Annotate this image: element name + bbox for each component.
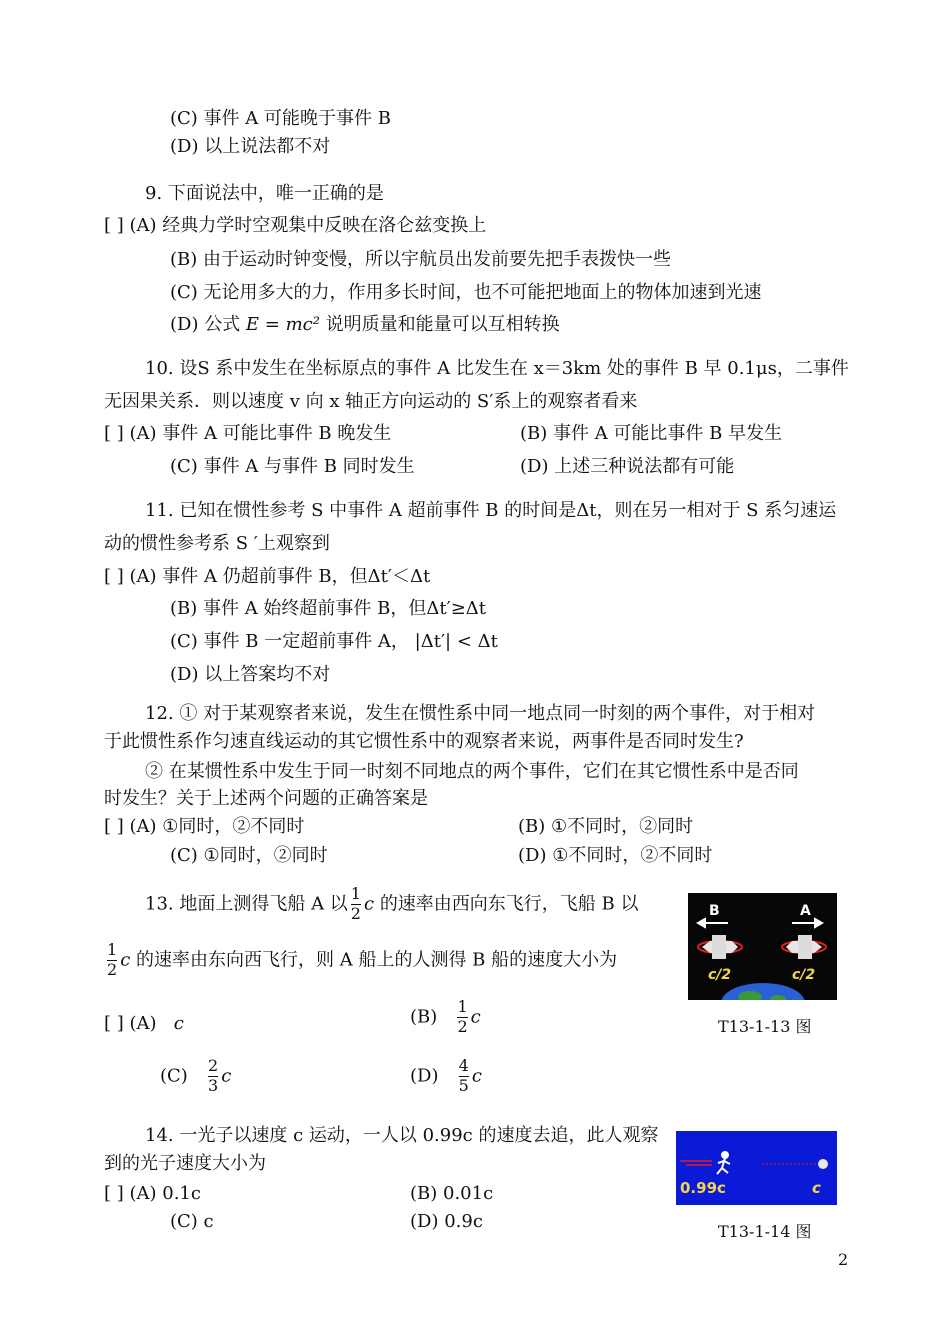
figure-caption-13: T13-1-13 图 (718, 1017, 812, 1036)
speed-label-person: 0.99c (680, 1179, 726, 1197)
q13-option-c: (C) $\frac{2}{3}$ c (160, 1056, 232, 1095)
q14-option-c: (C) c (170, 1211, 214, 1232)
q13-option-b: (B) $\frac{1}{2}$ c (410, 997, 481, 1036)
q10-stem-line2: 无因果关系．则以速度 v 向 x 轴正方向运动的 S′系上的观察者看来 (104, 391, 638, 412)
q14-option-a: [ ] (A) 0.1c (104, 1183, 201, 1204)
q13-stem-line2: $\frac{1}{2}$ c 的速率由东向西飞行，则 A 船上的人测得 B 船的速度大小为 (107, 940, 618, 979)
photon-chase-figure (676, 1131, 837, 1205)
q8-option-c: (C) 事件 A 可能晚于事件 B (170, 108, 391, 129)
speed-label-photon: c (812, 1179, 821, 1197)
q10-option-c: (C) 事件 A 与事件 B 同时发生 (170, 456, 415, 477)
q11-option-a: [ ] (A) 事件 A 仍超前事件 B，但Δt′＜Δt (104, 566, 431, 587)
q9-option-b: (B) 由于运动时钟变慢，所以宇航员出发前要先把手表拨快一些 (170, 249, 671, 270)
q12-stem-line2: 于此惯性系作匀速直线运动的其它惯性系中的观察者来说，两事件是否同时发生? (104, 731, 744, 752)
arrow-right-icon (792, 919, 822, 927)
q12-stem-line4: 时发生？关于上述两个问题的正确答案是 (104, 788, 428, 809)
q12-stem-line3: ② 在某惯性系中发生于同一时刻不同地点的两个事件，它们在其它惯性系中是否同 (145, 761, 799, 782)
fraction-one-half: $\frac{1}{2}$ (350, 884, 361, 923)
arrow-left-icon (698, 919, 728, 927)
earth-icon (721, 983, 805, 1000)
q14-option-b: (B) 0.01c (410, 1183, 494, 1204)
label-b: B (709, 903, 720, 919)
shuttle-a-icon (782, 935, 826, 959)
speed-trail-icon (680, 1161, 712, 1165)
figure-caption-14: T13-1-14 图 (718, 1222, 812, 1241)
q8-option-d: (D) 以上说法都不对 (170, 136, 331, 157)
spaceship-figure (688, 893, 837, 1000)
q14-option-d: (D) 0.9c (410, 1211, 483, 1232)
q9-option-d: (D) 公式 E = mc² 说明质量和能量可以互相转换 (170, 314, 560, 335)
q12-option-a: [ ] (A) ①同时，②不同时 (104, 816, 305, 837)
q11-option-c: (C) 事件 B 一定超前事件 A， |Δt′| < Δt (170, 631, 498, 652)
q9-option-c: (C) 无论用多大的力，作用多长时间，也不可能把地面上的物体加速到光速 (170, 282, 762, 303)
q11-stem-line1: 11. 已知在惯性参考 S 中事件 A 超前事件 B 的时间是Δt，则在另一相对于 S 系匀速运 (145, 500, 837, 521)
q13-stem-line1: 13. 地面上测得飞船 A 以 $\frac{1}{2}$ c 的速率由西向东飞行，飞船 B 以 (145, 884, 639, 923)
q12-option-c: (C) ①同时，②同时 (170, 845, 328, 866)
q14-stem-line1: 14. 一光子以速度 c 运动，一人以 0.99c 的速度去追，此人观察 (145, 1125, 659, 1146)
photon-icon (818, 1159, 828, 1169)
q11-stem-line2: 动的惯性参考系 S ′上观察到 (104, 533, 330, 554)
speed-label-right: c/2 (792, 967, 816, 983)
q11-option-d: (D) 以上答案均不对 (170, 664, 331, 685)
speed-label-left: c/2 (708, 967, 732, 983)
page-number: 2 (838, 1250, 849, 1269)
q10-option-b: (B) 事件 A 可能比事件 B 早发生 (520, 423, 783, 444)
q12-option-b: (B) ①不同时，②同时 (518, 816, 694, 837)
q13-option-a: [ ] (A) c (104, 1013, 184, 1034)
q10-stem-line1: 10. 设S 系中发生在坐标原点的事件 A 比发生在 x＝3km 处的事件 B 早 0.1μs，二事件 (145, 358, 849, 379)
label-a: A (800, 903, 811, 919)
shuttle-b-icon (698, 935, 742, 959)
q9-stem: 9. 下面说法中，唯一正确的是 (145, 183, 384, 204)
q9-option-a: [ ] (A) 经典力学时空观集中反映在洛仑兹变换上 (104, 215, 487, 236)
fraction-one-half: $\frac{1}{2}$ (107, 940, 118, 979)
q14-stem-line2: 到的光子速度大小为 (104, 1153, 266, 1174)
q12-option-d: (D) ①不同时，②不同时 (518, 845, 713, 866)
mass-energy-formula: E = mc² (245, 314, 320, 335)
q11-option-b: (B) 事件 A 始终超前事件 B，但Δt′≥Δt (170, 598, 487, 619)
q10-option-a: [ ] (A) 事件 A 可能比事件 B 晚发生 (104, 423, 392, 444)
q12-stem-line1: 12. ① 对于某观察者来说，发生在惯性系中同一地点同一时刻的两个事件，对于相对 (145, 703, 816, 724)
q13-option-d: (D) $\frac{4}{5}$ c (410, 1056, 482, 1095)
q10-option-d: (D) 上述三种说法都有可能 (520, 456, 735, 477)
runner-icon (717, 1152, 730, 1174)
